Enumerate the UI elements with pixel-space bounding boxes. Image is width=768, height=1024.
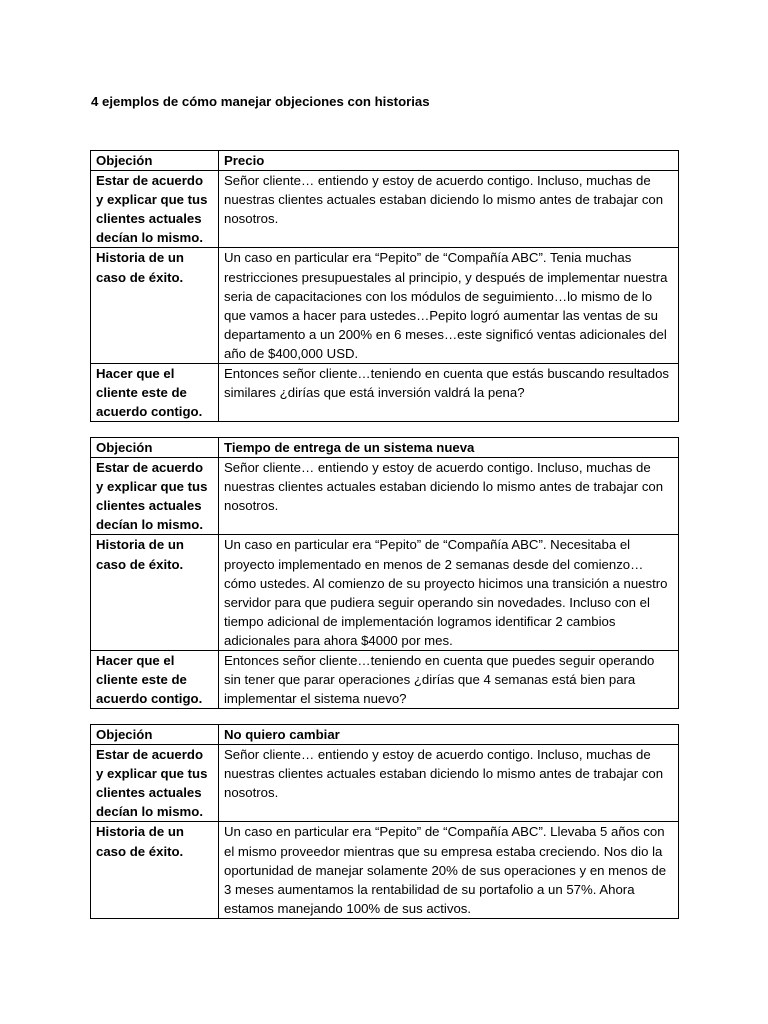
table-row <box>91 171 679 248</box>
header-label: Objeción <box>91 725 219 745</box>
step-label: Hacer que el cliente este de acuerdo contigo. <box>91 651 219 709</box>
objection-table-delivery-time <box>90 437 679 709</box>
document-title: 4 ejemplos de cómo manejar objeciones con historias <box>91 94 430 109</box>
table-row <box>91 248 679 364</box>
step-text: Señor cliente… entiendo y estoy de acuerdo contigo. Incluso, muchas de nuestras clientes actuales estaban diciendo lo mismo antes de trabajar con nosotros. <box>219 745 679 822</box>
header-label: Objeción <box>91 438 219 458</box>
step-label: Hacer que el cliente este de acuerdo contigo. <box>91 364 219 422</box>
header-value: Tiempo de entrega de un sistema nueva <box>219 438 679 458</box>
table-header-row <box>91 151 679 171</box>
step-text: Un caso en particular era “Pepito” de “Compañía ABC”. Llevaba 5 años con el mismo proveedor mientras que su empresa estaba creciendo. Nos dio la oportunidad de manejar solamente 20% de sus operaciones y en menos de 3 meses aumentamos la rentabilidad de su portafolio a un 57%. Ahora estamos manejando 100% de sus activos. <box>219 822 679 918</box>
table-row <box>91 745 679 822</box>
step-text: Entonces señor cliente…teniendo en cuenta que puedes seguir operando sin tener que parar operaciones ¿dirías que 4 semanas está bien para implementar el sistema nuevo? <box>219 651 679 709</box>
step-text: Señor cliente… entiendo y estoy de acuerdo contigo. Incluso, muchas de nuestras clientes actuales estaban diciendo lo mismo antes de trabajar con nosotros. <box>219 171 679 248</box>
table-row <box>91 822 679 918</box>
step-label: Historia de un caso de éxito. <box>91 535 219 651</box>
step-text: Entonces señor cliente…teniendo en cuenta que estás buscando resultados similares ¿dirías que está inversión valdrá la pena? <box>219 364 679 422</box>
objection-table-no-change <box>90 724 679 919</box>
step-label: Historia de un caso de éxito. <box>91 822 219 918</box>
table-header-row <box>91 725 679 745</box>
header-value: Precio <box>219 151 679 171</box>
step-label: Estar de acuerdo y explicar que tus clientes actuales decían lo mismo. <box>91 745 219 822</box>
table-row <box>91 364 679 422</box>
objection-table-price <box>90 150 679 422</box>
step-text: Señor cliente… entiendo y estoy de acuerdo contigo. Incluso, muchas de nuestras clientes actuales estaban diciendo lo mismo antes de trabajar con nosotros. <box>219 458 679 535</box>
step-text: Un caso en particular era “Pepito” de “Compañía ABC”. Necesitaba el proyecto implementado en menos de 2 semanas desde del comienzo…cómo ustedes. Al comienzo de su proyecto hicimos una transición a nuestro servidor para que pudiera seguir operando sin novedades. Incluso con el tiempo adicional de implementación logramos identificar 2 cambios adicionales para ahora $4000 por mes. <box>219 535 679 651</box>
table-row <box>91 651 679 709</box>
step-label: Estar de acuerdo y explicar que tus clientes actuales decían lo mismo. <box>91 458 219 535</box>
header-value: No quiero cambiar <box>219 725 679 745</box>
step-label: Estar de acuerdo y explicar que tus clientes actuales decían lo mismo. <box>91 171 219 248</box>
header-label: Objeción <box>91 151 219 171</box>
table-row <box>91 458 679 535</box>
table-header-row <box>91 438 679 458</box>
step-label: Historia de un caso de éxito. <box>91 248 219 364</box>
step-text: Un caso en particular era “Pepito” de “Compañía ABC”. Tenia muchas restricciones presupuestales al principio, y después de implementar nuestra seria de capacitaciones con los módulos de seguimiento…lo mismo de lo que vamos a hacer para ustedes…Pepito logró aumentar las ventas de su departamento a un 200% en 6 meses…este significó ventas adicionales del año de $400,000 USD. <box>219 248 679 364</box>
table-row <box>91 535 679 651</box>
